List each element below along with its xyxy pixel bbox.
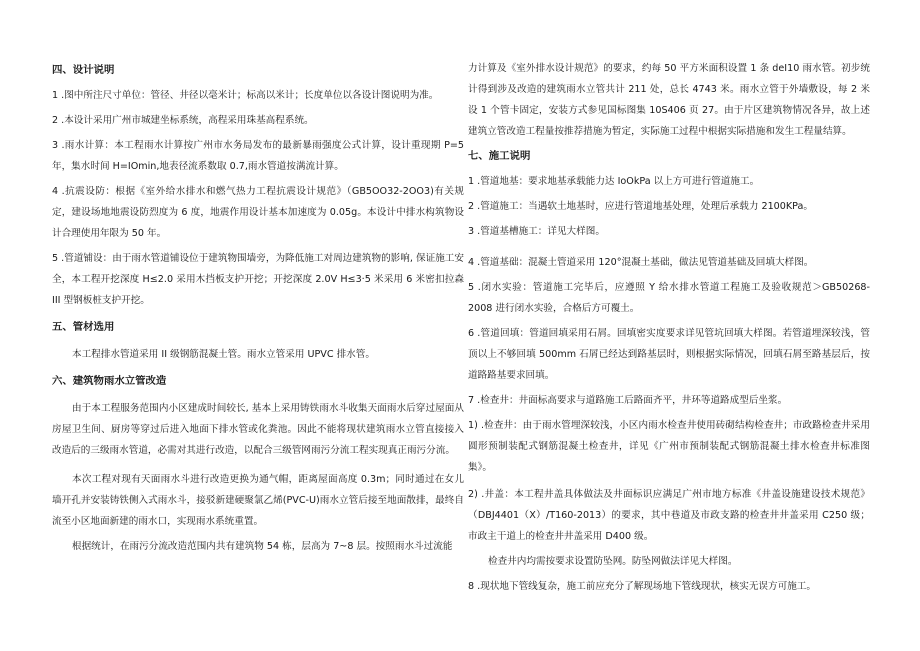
section-title-design-notes: 四、设计说明 [52, 64, 115, 76]
design-note-5: 5 .管道铺设：由于雨水管道铺设位于建筑物围墙旁，为降低施工对周边建筑物的影响, 保证施工安全，本工程开挖深度 H≤2.0 采用木挡板支护开挖；开挖深度 2.0V H≤3·5 米采用 6 米密扣拉森 III 型钢板桩支护开挖。 [52, 253, 464, 306]
retrofit-paragraph-continued: 力计算及《室外排水设计规范》的要求，约每 50 平方米面积设置 1 条 deI10 雨水管。初步统计得到涉及改造的建筑雨水立管共计 211 处，总长 4743 米。雨水立管于外墙敷设，每 2 米设 1 个管卡固定，安装方式参见国标图集 10S406 页 27。由于片区建筑物情况各异，故上述建筑立管改造工程量按推荐措施为暂定，实际施工过程中根据实际措施和发生工程量结算。 [468, 63, 870, 137]
section-title-construction-notes: 七、施工说明 [468, 150, 531, 162]
anti-fall-net-note: 检查井内均需按要求设置防坠网。防坠网做法详见大样图。 [488, 556, 738, 567]
design-note-1: 1 .图中所注尺寸单位：管径、井径以毫米计；标高以米计；长度单位以各设计图说明为准。 [52, 90, 439, 101]
materials-text: 本工程排水管道采用 II 级钢筋混凝土管。雨水立管采用 UPVC 排水管。 [72, 349, 375, 360]
section-title-downpipe-retrofit: 六、建筑物雨水立管改造 [52, 375, 167, 387]
well-cover-subnote: 2) .井盖：本工程井盖具体做法及井面标识应满足广州市地方标准《井盖设施建设技术规范》（DBJ4401（X）/T160-2013）的要求，其中巷道及市政支路的检查井井盖采用 C250 级；市政主干道上的检查井井盖采用 D400 级。 [468, 489, 870, 542]
left-column [52, 60, 464, 557]
construction-note-1: 1 .管道地基：要求地基承载能力达 IoOkPa 以上方可进行管道施工。 [468, 176, 760, 187]
construction-note-3: 3 .管道基槽施工：详见大样图。 [468, 226, 605, 237]
construction-note-7: 7 .检查井：井面标高要求与道路施工后路面齐平，井环等道路成型后坐浆。 [468, 395, 788, 406]
design-note-3: 3 .雨水计算：本工程雨水计算按广州市水务局发布的最新暴雨强度公式计算，设计重现期 P=5 年，集水时间 H=IOmin,地表径流系数取 0.7,雨水管道按满流计算。 [52, 140, 464, 172]
section-title-materials: 五、管材选用 [52, 321, 115, 333]
construction-note-2: 2 .管道施工：当遇软土地基时，应进行管道地基处理，处理后承载力 2100KPa。 [468, 201, 814, 212]
right-column [468, 58, 870, 597]
retrofit-paragraph-3: 根据统计，在雨污分流改造范围内共有建筑物 54 栋，层高为 7~8 层。按照雨水斗过流能 [72, 541, 453, 552]
inspection-well-subnote: 1) .检查井：由于雨水管埋深较浅，小区内雨水检查井使用砖砌结构检查井；市政路检查井采用圆形预制装配式钢筋混凝土检查井，详见《广州市预制装配式钢筋混凝土排水检查井标准图集》。 [468, 420, 870, 473]
construction-note-8: 8 .现状地下管线复杂，施工前应充分了解现场地下管线现状，核实无误方可施工。 [468, 581, 816, 592]
retrofit-paragraph-2: 本次工程对现有天面雨水斗进行改造更换为通气帽，距离屋面高度 0.3m；同时通过在女儿墙开孔并安装铸铁侧入式雨水斗，接驳新建硬聚氯乙烯(PVC-U)雨水立管后接至地面散排，最终自流至小区地面新建的雨水口，实现雨水系统重置。 [52, 474, 464, 527]
construction-note-5: 5 .闭水实验：管道施工完毕后，应遵照 Y 给水排水管道工程施工及验收规范＞GB50268-2008 进行闭水实验，合格后方可覆土。 [468, 282, 870, 314]
design-note-4: 4 .抗震设防：根据《室外给水排水和燃气热力工程抗震设计规范》（GB5OO32-2OO3)有关规定，建设场地地震设防烈度为 6 度，地震作用设计基本加速度为 0.05g。本设计中排水构筑物设计合理使用年限为 50 年。 [52, 186, 464, 239]
construction-note-4: 4 .管道基础：混凝土管道采用 120°混凝土基础，做法见管道基础及回填大样图。 [468, 257, 814, 268]
design-note-2: 2 .本设计采用广州市城建坐标系统，高程采用珠基高程系统。 [52, 115, 314, 126]
construction-note-6: 6 .管道回填：管道回填采用石屑。回填密实度要求详见管坑回填大样图。若管道埋深较浅，管顶以上不够回填 500mm 石屑已经达到路基层时，则根据实际情况，回填石屑至路基层后，按道路路基要求回填。 [468, 328, 870, 381]
retrofit-paragraph-1: 由于本工程服务范围内小区建成时间较长, 基本上采用铸铁雨水斗收集天面雨水后穿过屋面从房屋卫生间、厨房等穿过后进入地面下排水管或化粪池。因此不能将现状建筑雨水立管直接接入改造后的三级雨水管道，必需对其进行改造，以配合三级管网雨污分流工程实现真正雨污分流。 [52, 403, 464, 456]
